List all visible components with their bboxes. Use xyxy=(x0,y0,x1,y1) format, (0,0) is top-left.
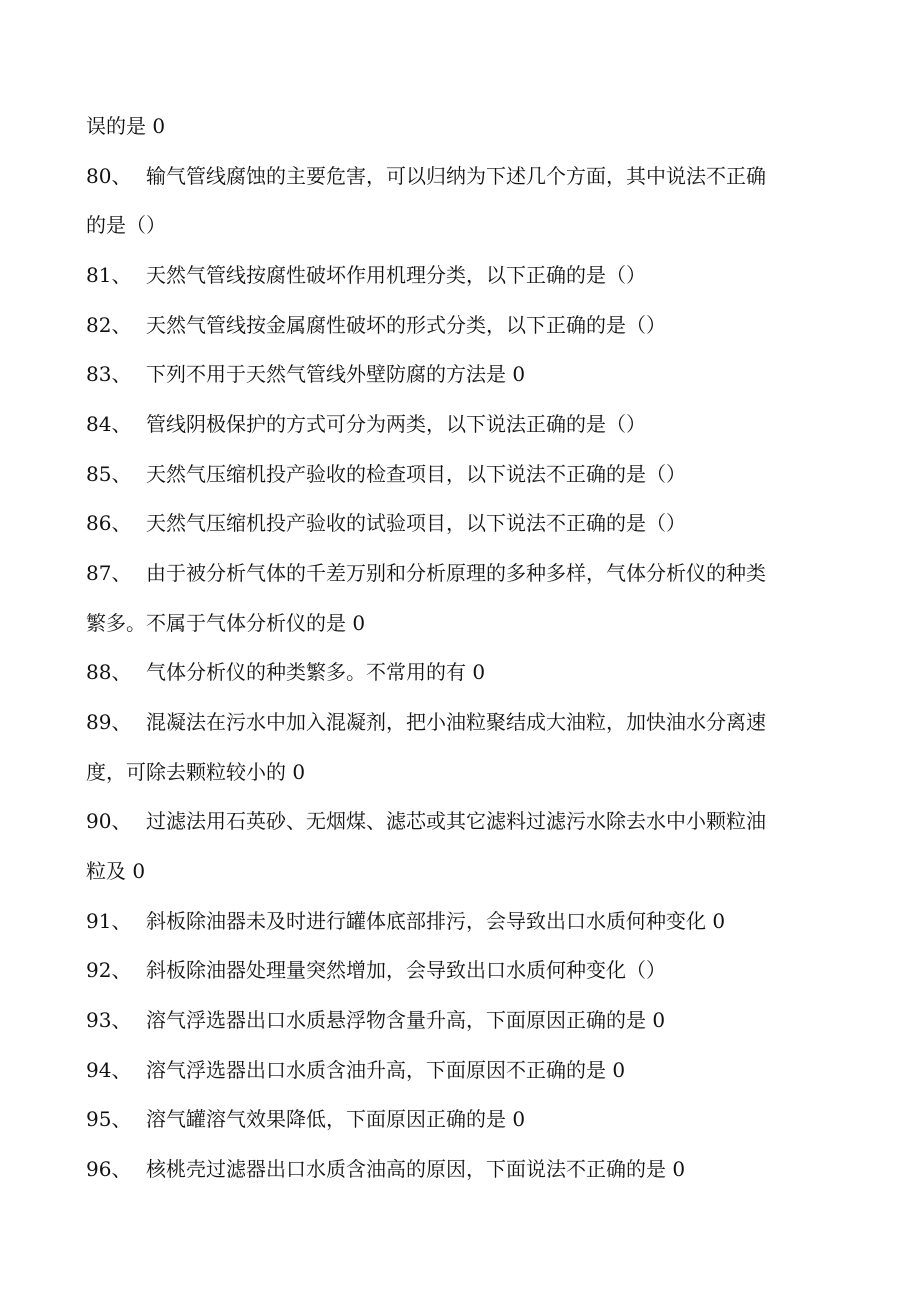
question-text: 天然气管线按金属腐性破坏的形式分类，以下正确的是（） xyxy=(146,313,666,337)
question-number: 92、 xyxy=(86,958,132,982)
question-85 xyxy=(86,462,686,486)
text-line xyxy=(86,114,165,138)
question-text: 过滤法用石英砂、无烟煤、滤芯或其它滤料过滤污水除去水中小颗粒油 xyxy=(146,809,766,833)
text-line xyxy=(86,611,365,635)
question-number: 87、 xyxy=(86,561,132,585)
question-text: 天然气管线按腐性破坏作用机理分类，以下正确的是（） xyxy=(146,263,646,287)
question-text: 混凝法在污水中加入混凝剂，把小油粒聚结成大油粒，加快油水分离速 xyxy=(146,710,766,734)
question-83 xyxy=(86,362,525,386)
question-91 xyxy=(86,909,725,933)
question-90 xyxy=(86,809,766,833)
question-84 xyxy=(86,412,646,436)
question-94 xyxy=(86,1058,625,1082)
question-93 xyxy=(86,1008,665,1032)
question-text: 天然气压缩机投产验收的试验项目，以下说法不正确的是（） xyxy=(146,511,686,535)
question-82 xyxy=(86,313,666,337)
question-text: 核桃壳过滤器出口水质含油高的原因，下面说法不正确的是 0 xyxy=(146,1157,686,1181)
line-text: 误的是 0 xyxy=(86,114,166,138)
question-80 xyxy=(86,164,766,188)
question-text: 输气管线腐蚀的主要危害，可以归纳为下述几个方面，其中说法不正确 xyxy=(146,164,766,188)
question-number: 81、 xyxy=(86,263,132,287)
line-text: 度，可除去颗粒较小的 0 xyxy=(86,760,306,784)
question-number: 95、 xyxy=(86,1107,132,1131)
question-number: 89、 xyxy=(86,710,132,734)
text-line xyxy=(86,859,145,883)
question-89 xyxy=(86,710,766,734)
line-text: 粒及 0 xyxy=(86,859,146,883)
question-95 xyxy=(86,1107,525,1131)
line-text: 繁多。不属于气体分析仪的是 0 xyxy=(86,611,366,635)
question-number: 84、 xyxy=(86,412,132,436)
question-87 xyxy=(86,561,766,585)
question-number: 83、 xyxy=(86,362,132,386)
question-text: 斜板除油器处理量突然增加，会导致出口水质何种变化（） xyxy=(146,958,666,982)
question-96 xyxy=(86,1157,685,1181)
question-88 xyxy=(86,660,485,684)
question-number: 96、 xyxy=(86,1157,132,1181)
question-number: 90、 xyxy=(86,809,132,833)
text-line xyxy=(86,213,166,237)
question-text: 斜板除油器未及时进行罐体底部排污，会导致出口水质何种变化 0 xyxy=(146,909,726,933)
question-number: 86、 xyxy=(86,511,132,535)
line-text: 的是（） xyxy=(86,213,166,237)
question-92 xyxy=(86,958,666,982)
text-line xyxy=(86,760,305,784)
question-number: 80、 xyxy=(86,164,132,188)
question-text: 溶气浮选器出口水质含油升高，下面原因不正确的是 0 xyxy=(146,1058,626,1082)
question-number: 82、 xyxy=(86,313,132,337)
question-number: 91、 xyxy=(86,909,132,933)
question-81 xyxy=(86,263,646,287)
question-86 xyxy=(86,511,686,535)
question-number: 88、 xyxy=(86,660,132,684)
question-text: 天然气压缩机投产验收的检查项目，以下说法不正确的是（） xyxy=(146,462,686,486)
question-text: 溶气浮选器出口水质悬浮物含量升高，下面原因正确的是 0 xyxy=(146,1008,666,1032)
question-text: 溶气罐溶气效果降低，下面原因正确的是 0 xyxy=(146,1107,526,1131)
question-text: 下列不用于天然气管线外壁防腐的方法是 0 xyxy=(146,362,526,386)
question-text: 气体分析仪的种类繁多。不常用的有 0 xyxy=(146,660,486,684)
question-text: 由于被分析气体的千差万别和分析原理的多种多样，气体分析仪的种类 xyxy=(146,561,766,585)
question-number: 94、 xyxy=(86,1058,132,1082)
question-text: 管线阴极保护的方式可分为两类，以下说法正确的是（） xyxy=(146,412,646,436)
question-number: 85、 xyxy=(86,462,132,486)
question-number: 93、 xyxy=(86,1008,132,1032)
